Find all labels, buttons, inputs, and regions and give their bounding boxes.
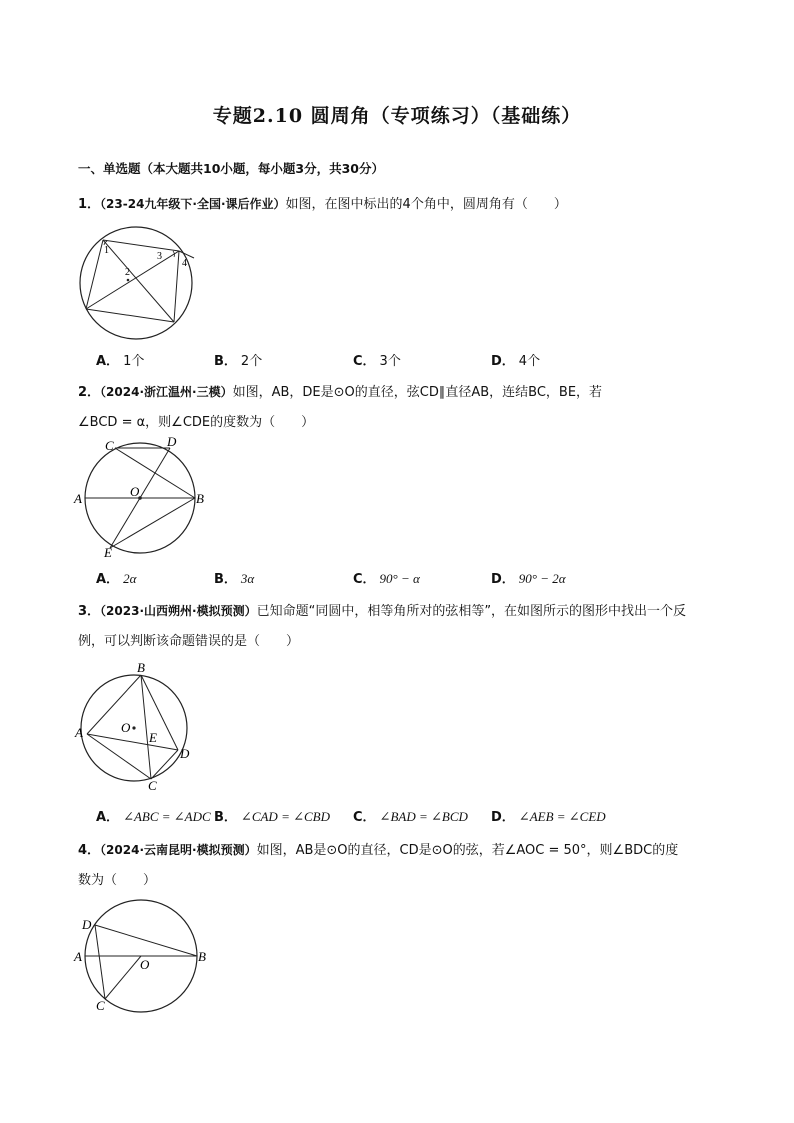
figure-label: 2	[125, 267, 130, 278]
figure-label: E	[104, 545, 112, 560]
figure-label: A	[74, 949, 82, 964]
figure-q2	[70, 436, 215, 561]
question-2	[78, 377, 726, 438]
question-1	[78, 189, 726, 220]
options-q2	[96, 568, 696, 590]
question-text: 如图，AB是⊙O的直径，CD是⊙O的弦，若∠AOC = 50°，则∠BDC的度	[256, 843, 679, 858]
figure-label: C	[105, 438, 114, 453]
option-c[interactable]: C． ∠BAD = ∠BCD	[353, 809, 468, 825]
question-source: （2023·山西朔州·模拟预测）	[100, 604, 257, 618]
option-a[interactable]: A． 1个	[96, 354, 145, 369]
question-text: 如图，在图中标出的4个角中，圆周角有（ ）	[285, 197, 567, 212]
options-q3	[96, 806, 696, 828]
question-text: 例，可以判断该命题错误的是（ ）	[78, 634, 300, 649]
question-number: 4．	[78, 843, 101, 858]
figure-label: D	[167, 436, 177, 449]
figure-label: C	[96, 998, 105, 1013]
section-heading: 一、单选题（本大题共10小题，每小题3分，共30分）	[78, 161, 384, 176]
figure-label: 3	[157, 251, 162, 262]
question-source: （2024·浙江温州·三模）	[100, 385, 233, 399]
question-text: 数为（ ）	[78, 873, 157, 888]
option-a[interactable]: A． 2α	[96, 571, 137, 587]
question-source: （2024·云南昆明·模拟预测）	[100, 843, 257, 857]
figure-label: O	[140, 957, 150, 972]
figure-label: O	[130, 484, 140, 499]
question-4	[78, 835, 726, 896]
option-b[interactable]: B． 3α	[214, 571, 255, 587]
figure-label: E	[149, 730, 157, 745]
figure-label: A	[75, 725, 83, 740]
question-3	[78, 596, 726, 657]
figure-label: 4	[182, 258, 187, 269]
figure-label: A	[74, 491, 82, 506]
figure-label: O	[121, 720, 131, 735]
figure-q4	[70, 895, 215, 1020]
figure-q1	[70, 225, 205, 345]
option-d[interactable]: D． ∠AEB = ∠CED	[491, 809, 606, 825]
question-text: 如图，AB，DE是⊙O的直径，弦CD∥直径AB，连结BC，BE，若	[232, 385, 603, 400]
question-number: 2．	[78, 385, 101, 400]
figure-label: B	[196, 491, 204, 506]
figure-label: 1	[104, 245, 109, 256]
option-c[interactable]: C． 90° − α	[353, 571, 420, 587]
figure-label: D	[180, 746, 190, 761]
figure-label: B	[137, 662, 145, 675]
question-number: 1．	[78, 197, 101, 212]
figure-q3	[70, 662, 205, 792]
figure-label: D	[82, 917, 92, 932]
figure-label: C	[148, 778, 157, 792]
option-b[interactable]: B． ∠CAD = ∠CBD	[214, 809, 330, 825]
option-c[interactable]: C． 3个	[353, 354, 401, 369]
page-title: 专题2.10 圆周角（专项练习）（基础练）	[212, 105, 582, 127]
options-q1	[96, 350, 696, 372]
question-source: （23-24九年级下·全国·课后作业）	[100, 197, 286, 211]
option-b[interactable]: B． 2个	[214, 354, 263, 369]
option-d[interactable]: D． 90° − 2α	[491, 571, 566, 587]
question-text: 已知命题“同圆中，相等角所对的弦相等”，在如图所示的图形中找出一个反	[256, 604, 687, 619]
question-number: 3．	[78, 604, 101, 619]
figure-label: B	[198, 949, 206, 964]
option-a[interactable]: A． ∠ABC = ∠ADC	[96, 809, 211, 825]
question-text: ∠BCD = α，则∠CDE的度数为（ ）	[78, 415, 315, 430]
option-d[interactable]: D． 4个	[491, 354, 541, 369]
